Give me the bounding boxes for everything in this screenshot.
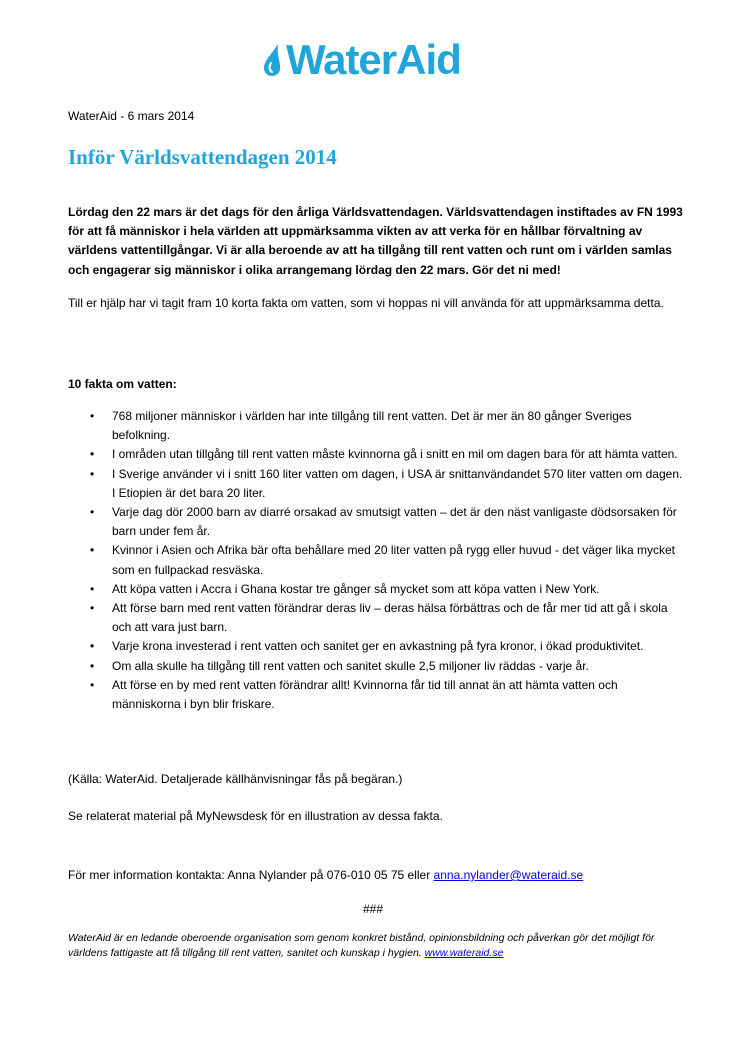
list-item (68, 676, 684, 714)
bullet-icon: • (90, 581, 95, 596)
fact-text: Om alla skulle ha tillgång till rent vatten och sanitet skulle 2,5 miljoner liv räddas - varje år. (112, 658, 589, 673)
website-link[interactable]: www.wateraid.se (424, 947, 504, 959)
fact-text: Kvinnor i Asien och Afrika bär ofta behållare med 20 liter vatten på rygg eller huvud - det väger lika mycket som en fullpackad resväska. (112, 543, 675, 577)
wateraid-logo (262, 36, 461, 84)
fact-text: Att köpa vatten i Accra i Ghana kostar tre gånger så mycket som att köpa vatten i New York. (112, 581, 600, 596)
separator: ### (362, 902, 384, 916)
contact-line (68, 866, 683, 885)
list-item (68, 465, 684, 503)
facts-list (68, 407, 684, 714)
bullet-icon: • (90, 543, 95, 558)
fact-text: Varje dag dör 2000 barn av diarré orsakad av smutsigt vatten – det är den näst vanligaste dödsorsaken för barn under fem år. (112, 505, 677, 539)
fact-text: Varje krona investerad i rent vatten och sanitet ger en avkastning på fyra kronor, i ökad produktivitet. (112, 639, 644, 654)
email-link[interactable]: anna.nylander@wateraid.se (433, 868, 584, 882)
list-item (68, 445, 684, 464)
list-item (68, 580, 684, 599)
source-note: (Källa: WaterAid. Detaljerade källhänvisningar fås på begäran.) (68, 772, 403, 786)
page-title: Inför Världsvattendagen 2014 (68, 145, 337, 169)
bullet-icon: • (90, 639, 95, 654)
bullet-icon: • (90, 677, 95, 692)
fact-text: Att förse barn med rent vatten förändrar deras liv – deras hälsa förbättras och de får mer tid att gå i skola och att vara just barn. (112, 601, 668, 635)
fact-text: 768 miljoner människor i världen har inte tillgång till rent vatten. Det är mer än 80 gånger Sveriges befolkning. (112, 409, 632, 443)
list-item (68, 657, 684, 676)
boilerplate (68, 931, 678, 961)
boilerplate-text: WaterAid är en ledande oberoende organisation som genom konkret bistånd, opinionsbildning och påverkan gör det möjligt för världens fattigaste att få tillgång till rent vatten, sanitet och kunskap i hygien. (68, 932, 655, 959)
bullet-icon: • (90, 601, 95, 616)
list-item (68, 541, 684, 579)
dateline: WaterAid - 6 mars 2014 (68, 109, 195, 123)
water-drop-icon (262, 43, 284, 77)
bullet-icon: • (90, 409, 95, 423)
fact-text: Att förse en by med rent vatten förändrar allt! Kvinnorna får tid till annat än att hämta vatten och människorna i byn blir friskare. (112, 677, 618, 712)
bullet-icon: • (90, 447, 95, 462)
related-material-note: Se relaterat material på MyNewsdesk för en illustration av dessa fakta. (68, 809, 443, 823)
help-paragraph: Till er hjälp har vi tagit fram 10 korta fakta om vatten, som vi hoppas ni vill använda för att uppmärksamma detta. (68, 296, 664, 310)
logo-wordmark: WaterAid (286, 36, 461, 83)
list-item (68, 637, 684, 656)
fact-text: I Sverige använder vi i snitt 160 liter vatten om dagen, i USA är snittanvändandet 570 liter vatten om dagen. I Etiopien är det bara 20 liter. (112, 466, 683, 500)
fact-text: I områden utan tillgång till rent vatten måste kvinnorna gå i snitt en mil om dagen bara för att hämta vatten. (112, 447, 678, 462)
facts-heading: 10 fakta om vatten: (68, 377, 177, 391)
contact-text: För mer information kontakta: Anna Nylander på 076-010 05 75 eller (68, 868, 434, 882)
intro-paragraph: Lördag den 22 mars är det dags för den årliga Världsvattendagen. Världsvattendagen instiftades av FN 1993 för att få människor i hela världen att uppmärksamma vikten av att verka för en hållbar förvaltning av världens vattentillgångar. Vi är alla beroende av att ha tillgång till rent vatten och runt om i världen samlas och engagerar sig människor i olika arrangemang lördag den 22 mars. Gör det ni med! (68, 205, 683, 277)
list-item (68, 599, 684, 637)
bullet-icon: • (90, 505, 95, 520)
list-item (68, 503, 684, 541)
list-item (68, 407, 684, 445)
bullet-icon: • (90, 658, 95, 673)
bullet-icon: • (90, 466, 95, 481)
